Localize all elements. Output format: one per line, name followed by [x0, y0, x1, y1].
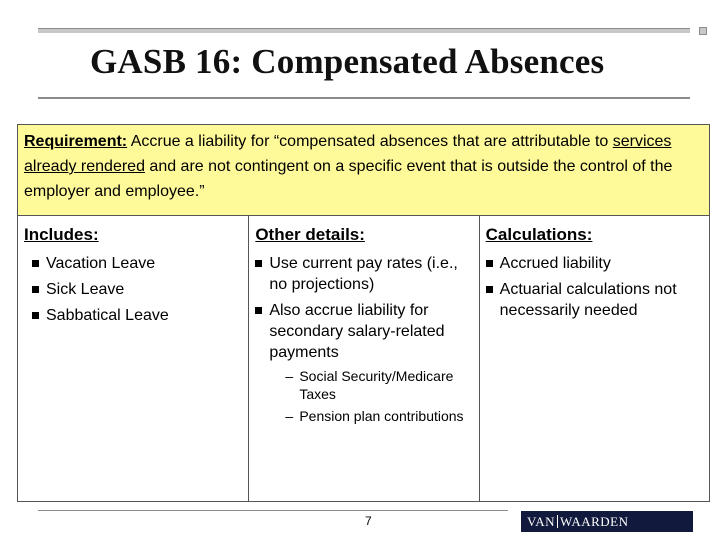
includes-heading: Includes:	[24, 225, 99, 244]
other-details-column	[248, 216, 478, 501]
square-bullet-icon	[486, 260, 493, 267]
slide-title: GASB 16: Compensated Absences	[90, 42, 605, 81]
top-decorative-square	[699, 27, 707, 35]
list-item: Use current pay rates (i.e., no projections)	[255, 253, 472, 295]
square-bullet-icon	[255, 260, 262, 267]
includes-list	[24, 253, 242, 326]
calculations-list	[486, 253, 703, 321]
vanwaarden-logo	[521, 511, 693, 532]
requirement-label: Requirement:	[24, 133, 128, 150]
list-item: Sick Leave	[24, 279, 242, 300]
logo-divider	[557, 515, 558, 528]
details-table	[17, 216, 710, 502]
secondary-payments-sublist	[269, 367, 472, 425]
requirement-underlined-text: services already rendered	[24, 133, 672, 175]
calculations-heading: Calculations:	[485, 225, 593, 244]
footer-rule	[38, 510, 508, 511]
requirement-text-1: Accrue a liability for “compensated absences that are attributable to	[127, 133, 613, 150]
list-item: Also accrue liability for secondary salary-related payments – Social Security/Medicare Taxes – Pension plan contributions	[255, 300, 472, 425]
logo-text-waarden: WAARDEN	[560, 513, 629, 529]
sub-list-item: – Social Security/Medicare Taxes	[285, 368, 454, 402]
requirement-box	[17, 124, 710, 216]
square-bullet-icon	[255, 307, 262, 314]
title-underline-rule	[38, 97, 690, 99]
top-decorative-rule	[38, 28, 690, 33]
dash-bullet-icon: –	[285, 368, 294, 384]
list-item: Accrued liability	[486, 253, 703, 274]
page-number: 7	[365, 514, 372, 528]
list-item: Vacation Leave	[24, 253, 242, 274]
dash-bullet-icon: –	[285, 408, 294, 424]
includes-column	[18, 216, 248, 501]
square-bullet-icon	[32, 286, 39, 293]
calculations-column	[479, 216, 709, 501]
other-details-list	[255, 253, 472, 425]
other-details-heading: Other details:	[255, 225, 365, 244]
list-item: Actuarial calculations not necessarily needed	[486, 279, 703, 321]
requirement-text-2: and are not contingent on a specific event that is outside the control of the employer and employee.”	[24, 158, 673, 200]
square-bullet-icon	[32, 312, 39, 319]
sub-list-item: – Pension plan contributions	[285, 408, 464, 424]
logo-text-van: VAN	[527, 513, 555, 529]
square-bullet-icon	[32, 260, 39, 267]
list-item: Sabbatical Leave	[24, 305, 242, 326]
square-bullet-icon	[486, 286, 493, 293]
